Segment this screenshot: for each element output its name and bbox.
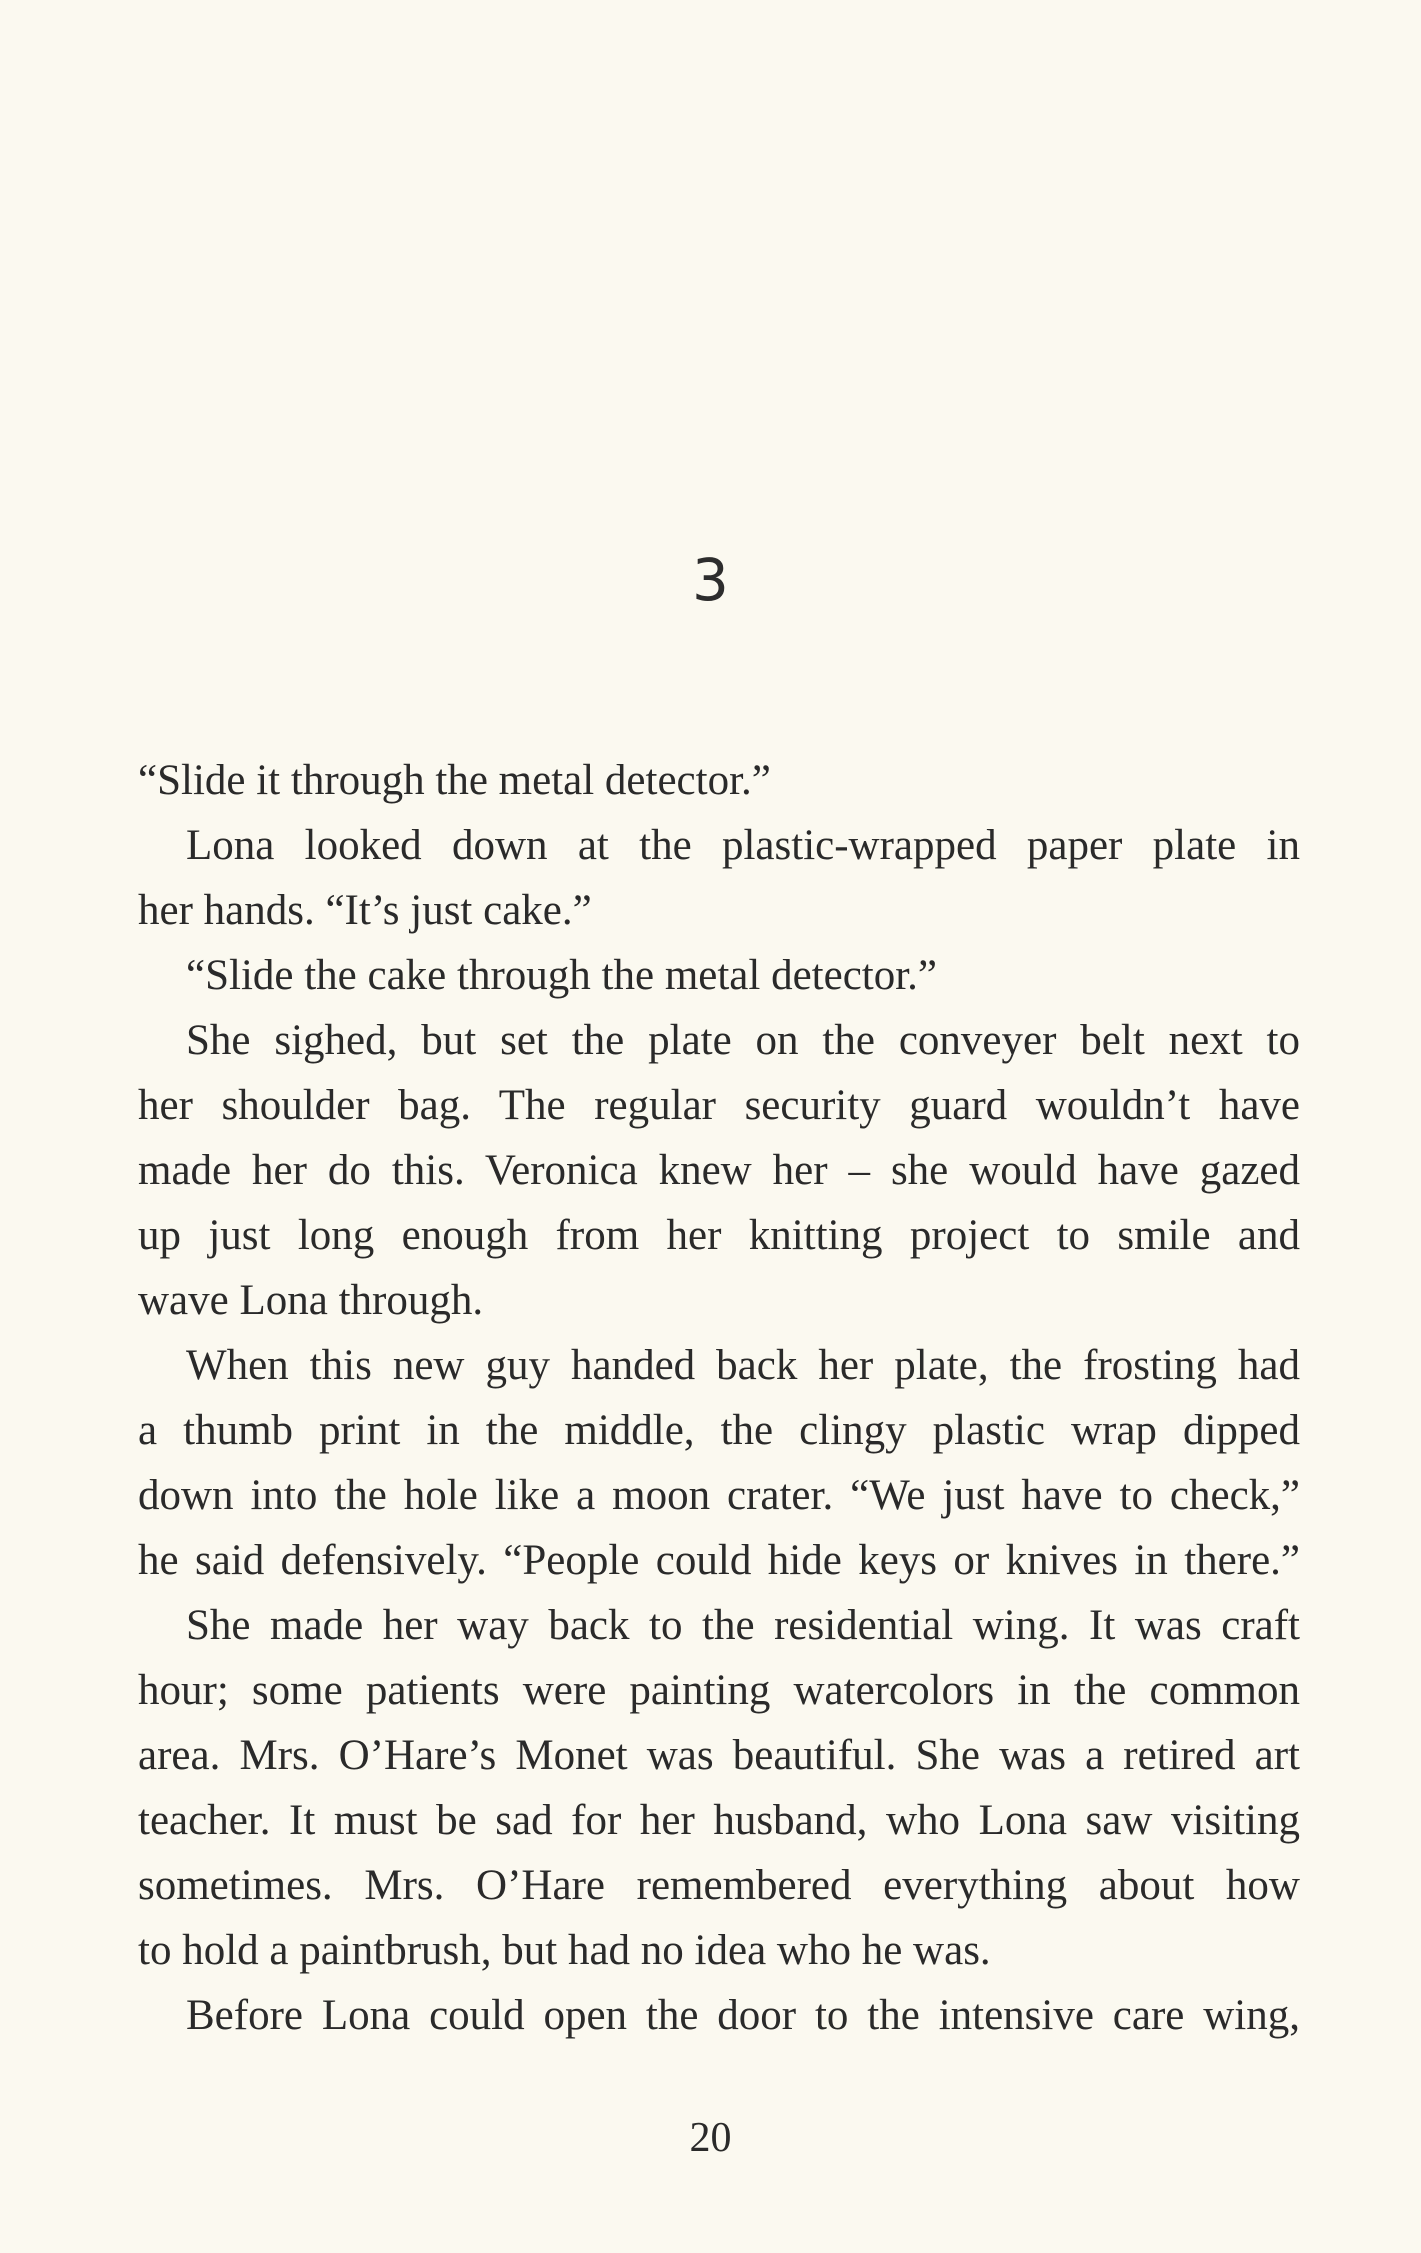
text-line: wave Lona through. xyxy=(138,1277,484,1324)
text-line: “Slide the cake through the metal detector.” xyxy=(186,952,938,999)
text-line: a thumb print in the middle, the clingy plastic wrap dipped xyxy=(138,1407,1300,1454)
text-line: her shoulder bag. The regular security guard wouldn’t have xyxy=(138,1082,1300,1129)
text-line: hour; some patients were painting watercolors in the common xyxy=(138,1667,1300,1714)
text-line: Before Lona could open the door to the intensive care wing, xyxy=(186,1992,1300,2039)
text-line: up just long enough from her knitting project to smile and xyxy=(138,1212,1300,1259)
text-line: “Slide it through the metal detector.” xyxy=(138,757,771,804)
page-number: 20 xyxy=(689,2115,732,2161)
text-line: made her do this. Veronica knew her – she would have gazed xyxy=(138,1147,1300,1194)
chapter-body xyxy=(138,748,1300,2048)
chapter-number: 3 xyxy=(692,546,729,614)
text-line: sometimes. Mrs. O’Hare remembered everything about how xyxy=(138,1862,1300,1909)
text-line: She sighed, but set the plate on the conveyer belt next to xyxy=(186,1017,1300,1064)
text-line: She made her way back to the residential wing. It was craft xyxy=(186,1602,1300,1649)
text-line: to hold a paintbrush, but had no idea who he was. xyxy=(138,1927,991,1974)
text-line: When this new guy handed back her plate, the frosting had xyxy=(186,1342,1300,1389)
text-line: area. Mrs. O’Hare’s Monet was beautiful. She was a retired art xyxy=(138,1732,1300,1779)
text-line: he said defensively. “People could hide keys or knives in there.” xyxy=(138,1537,1300,1584)
text-line: her hands. “It’s just cake.” xyxy=(138,887,592,934)
text-line: down into the hole like a moon crater. “We just have to check,” xyxy=(138,1472,1300,1519)
text-line: Lona looked down at the plastic-wrapped paper plate in xyxy=(186,822,1300,869)
text-line: teacher. It must be sad for her husband, who Lona saw visiting xyxy=(138,1797,1300,1844)
